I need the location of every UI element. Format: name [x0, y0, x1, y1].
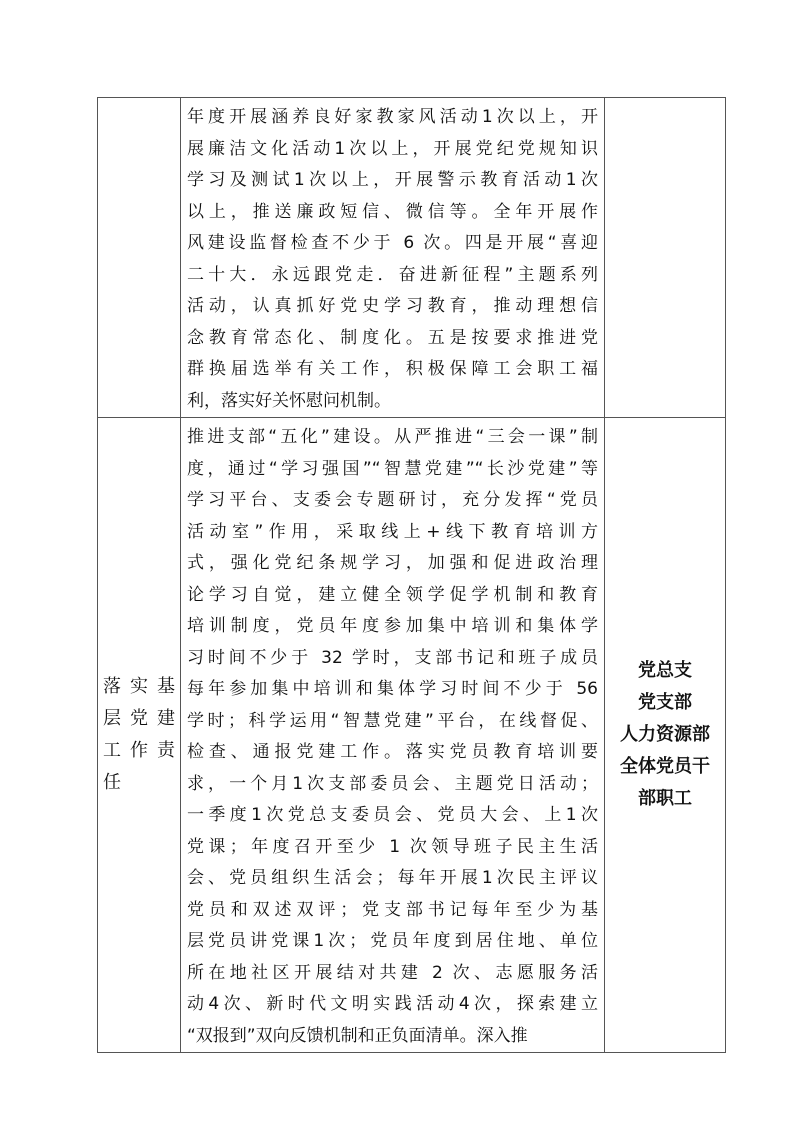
text-line: 层党建: [103, 708, 175, 729]
table-row: [98, 98, 726, 418]
text-line: 活动室”作用，采取线上+线下教育培训方: [187, 521, 598, 542]
text-line: 培训制度，党员年度参加集中培训和集体学: [187, 616, 598, 636]
content-cell: [181, 418, 605, 1053]
text-line: 学习平台、支委会专题研讨，充分发挥“党员: [187, 490, 598, 510]
text-line: 习时间不少于 32 学时，支部书记和班子成员: [187, 647, 598, 668]
text-line: 动4次、新时代文明实践活动4次，探索建立: [187, 994, 598, 1014]
document-table: [97, 97, 726, 1053]
text-line: 学习及测试1次以上，开展警示教育活动1次: [187, 170, 598, 190]
text-line: 二十大．永远跟党走．奋进新征程”主题系列: [187, 264, 598, 285]
text-line: 学时；科学运用“智慧党建”平台，在线督促、: [187, 710, 598, 731]
text-line: 一季度1次党总支委员会、党员大会、上1次: [187, 805, 598, 825]
text-line: 度，通过“学习强国”“智慧党建”“长沙党建”等: [187, 458, 598, 479]
text-line: 以上，推送廉政短信、微信等。全年开展作: [187, 201, 598, 222]
text-line: 党课；年度召开至少 1 次领导班子民主生活: [187, 836, 598, 857]
content-cell: [181, 98, 605, 418]
text-line: 工作责: [103, 740, 175, 761]
text-line: 论学习自觉，建立健全领学促学机制和教育: [187, 584, 598, 605]
text-line: “双报到”双向反馈机制和正负面清单。深入推: [187, 1025, 528, 1046]
text-line: 求，一个月1次支部委员会、主题党日活动；: [187, 773, 598, 794]
text-line: 党员和双述双评；党支部书记每年至少为基: [187, 899, 598, 920]
text-line: 年度开展涵养良好家教家风活动1次以上，开: [187, 107, 598, 127]
empty-owner-cell: [605, 98, 726, 418]
text-line: 全体党员干: [620, 756, 710, 777]
responsible-party-cell: [605, 418, 726, 1053]
task-label-cell: [98, 418, 181, 1053]
text-line: 人力资源部: [620, 724, 710, 745]
text-line: 检查、通报党建工作。落实党员教育培训要: [187, 742, 598, 762]
text-line: 落实基: [103, 676, 175, 697]
text-line: 党总支: [638, 660, 692, 681]
text-line: 念教育常态化、制度化。五是按要求推进党: [187, 327, 598, 348]
text-line: 部职工: [638, 788, 692, 809]
text-line: 利，落实好关怀慰问机制。: [187, 390, 391, 411]
text-line: 任: [103, 772, 121, 793]
text-line: 群换届选举有关工作，积极保障工会职工福: [187, 359, 598, 379]
text-line: 层党员讲党课1次；党员年度到居住地、单位: [187, 931, 598, 951]
text-line: 所在地社区开展结对共建 2 次、志愿服务活: [187, 962, 598, 983]
table-row: [98, 418, 726, 1053]
text-line: 式，强化党纪条规学习，加强和促进政治理: [187, 553, 598, 573]
text-line: 展廉洁文化活动1次以上，开展党纪党规知识: [187, 138, 598, 159]
text-line: 党支部: [638, 692, 692, 713]
text-line: 推进支部“五化”建设。从严推进“三会一课”制: [187, 427, 598, 447]
empty-label-cell: [98, 98, 181, 418]
text-line: 风建设监督检查不少于 6 次。四是开展“喜迎: [187, 233, 598, 253]
text-line: 活动，认真抓好党史学习教育，推动理想信: [187, 296, 598, 316]
text-line: 会、党员组织生活会；每年开展1次民主评议: [187, 868, 598, 888]
text-line: 每年参加集中培训和集体学习时间不少于 56: [187, 679, 598, 699]
